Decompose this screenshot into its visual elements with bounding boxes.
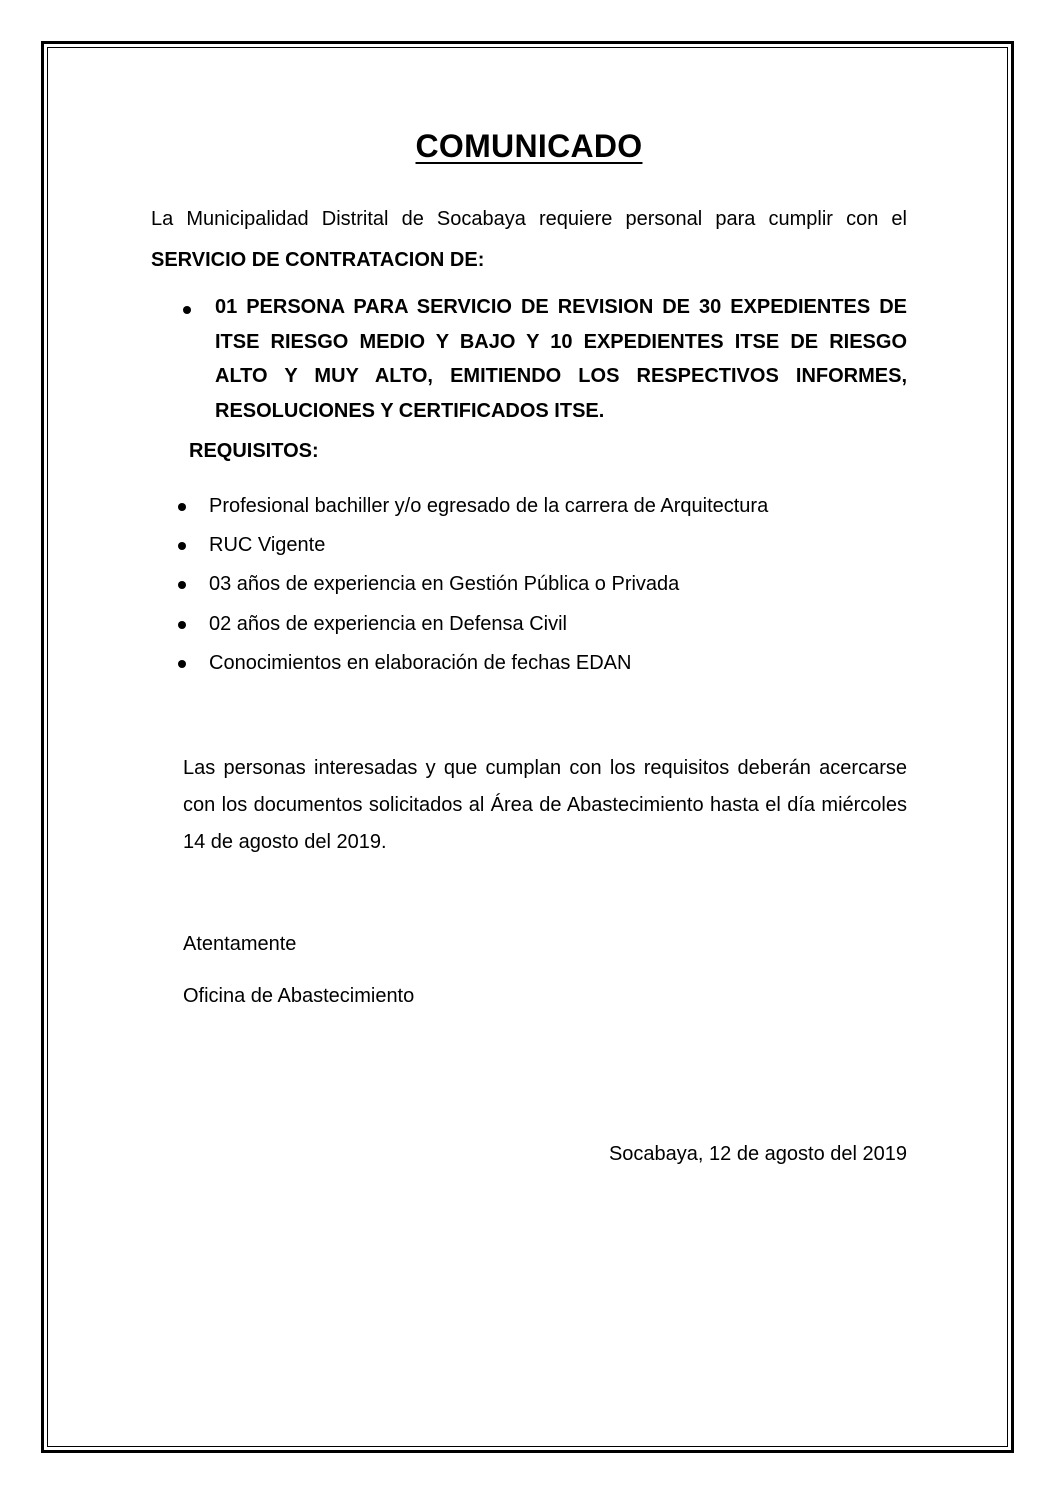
requirements-title: REQUISITOS:	[189, 440, 319, 462]
bullet-icon	[178, 581, 186, 589]
list-item	[178, 566, 908, 605]
list-item-label: 03 años de experiencia en Gestión Pública o Privada	[209, 573, 680, 596]
instructions-paragraph: Las personas interesadas y que cumplan con los requisitos deberán acercarse con los documentos solicitados al Área de Abastecimiento hasta el día miércoles 14 de agosto del 2019.	[183, 757, 907, 853]
list-item-label: RUC Vigente	[209, 534, 326, 557]
document-title-text: COMUNICADO	[415, 128, 643, 164]
list-item	[178, 488, 908, 527]
closing-salutation: Atentamente	[183, 933, 297, 955]
list-item-label: Conocimientos en elaboración de fechas EDAN	[209, 651, 632, 674]
office-name: Oficina de Abastecimiento	[183, 985, 415, 1007]
intro-paragraph	[151, 199, 907, 281]
list-item	[178, 527, 908, 566]
list-item-label: 02 años de experiencia en Defensa Civil	[209, 612, 567, 635]
requirements-list	[178, 488, 908, 684]
bullet-icon	[183, 306, 191, 314]
list-item	[178, 645, 908, 684]
document-title	[0, 128, 1058, 165]
intro-bold-text: SERVICIO DE CONTRATACION DE:	[151, 249, 485, 271]
bullet-icon	[178, 660, 186, 668]
list-item	[178, 606, 908, 645]
bullet-icon	[178, 503, 186, 511]
list-item-label: Profesional bachiller y/o egresado de la carrera de Arquitectura	[209, 495, 769, 517]
bullet-icon	[178, 621, 186, 629]
service-item-text: 01 PERSONA PARA SERVICIO DE REVISION DE 30 EXPEDIENTES DE ITSE RIESGO MEDIO Y BAJO Y 10 EXPEDIENTES ITSE DE RIESGO ALTO Y MUY ALTO, EMITIENDO LOS RESPECTIVOS INFORMES, RESOLUCIONES Y CERTIFICADOS ITSE.	[215, 296, 907, 422]
intro-text: La Municipalidad Distrital de Socabaya requiere personal para cumplir con el	[151, 208, 907, 230]
bullet-icon	[178, 542, 186, 550]
place-date: Socabaya, 12 de agosto del 2019	[608, 1143, 907, 1165]
service-item	[183, 290, 907, 428]
